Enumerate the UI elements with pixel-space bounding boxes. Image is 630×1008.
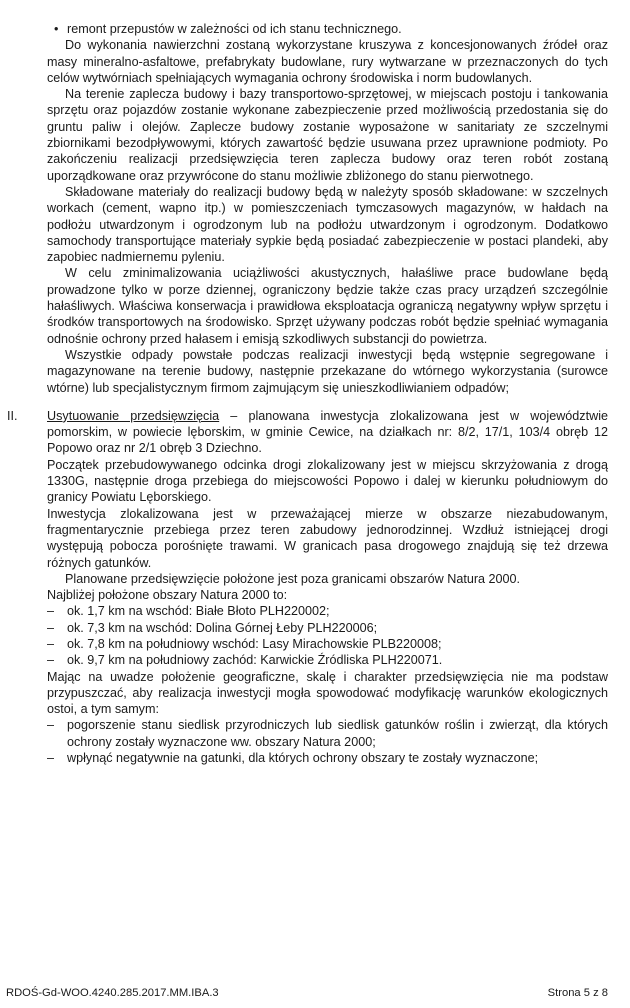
section-number: II. — [7, 408, 18, 423]
page-footer — [6, 985, 608, 1001]
paragraph-site-base: Na terenie zaplecza budowy i bazy transportowo-sprzętowej, w miejscach postoju i tankowania sprzętu oraz pojazdów zostanie wykonane zabezpieczenie przed możliwością przedostania się do gruntu paliw i olejów. Zaplecze budowy zostanie wyposażone w sanitariaty ze szczelnymi zbiornikami bezodpływowymi, których zawartość będzie usuwana przez uprawnione podmioty. Po zakończeniu realizacji przedsięwzięcia teren zaplecza budowy oraz teren robót zostaną uporządkowane oraz przywrócone do stanu możliwie zbliżonego do stanu pierwotnego. — [47, 87, 608, 183]
paragraph-noise: W celu zminimalizowania uciążliwości akustycznych, hałaśliwe prace budowlane będą prowadzone tylko w porze dziennej, ograniczony będzie także czas pracy urządzeń szczególnie hałaśliwych. Właściwa konserwacja i prawidłowa eksploatacja ograniczą negatywny wpływ sprzętu i środków transportowych na środowisko. Sprzęt używany podczas robót będzie spełniać wymagania odnośnie ochrony przed hałasem i emisją szkodliwych substancji do powietrza. — [47, 266, 608, 346]
paragraph-waste: Wszystkie odpady powstałe podczas realizacji inwestycji będą wstępnie segregowane i magazynowane na terenie budowy, następnie przekazane do wtórnego wykorzystania (surowce wtórne) lub specjalistycznym firmom zajmującym się unieszkodliwianiem odpadów; — [47, 347, 608, 395]
dash-icon: – — [47, 636, 55, 651]
dash-icon: – — [47, 718, 55, 733]
section-heading: Usytuowanie przedsięwzięcia — [47, 408, 220, 423]
paragraph-storage: Składowane materiały do realizacji budowy będą w należyty sposób składowane: w szczelnych workach (cement, wapno itp.) w pomieszczeniach tymczasowych magazynów, w hałdach na podłożu utwardzonym i ogrodzonym lub na podłożu utwardzonym i ogrodzonym. Dodatkowo samochody transportujące materiały sypkie będą posiadać zabezpieczenie w postaci plandeki, aby zapobiec nadmiernemu pyleniu. — [47, 184, 608, 265]
section-lead: Usytuowanie przedsięwzięcia – planowana inwestycja zlokalizowana jest w województwie pomorskim, w powiecie lęborskim, w gminie Cewice, na działkach nr: 8/2, 17/1, 103/4 obręb 12 Popowo oraz nr 2/1 obręb 3 Dziechno. — [47, 408, 608, 456]
paragraph-natura-outside: Planowane przedsięwzięcie położone jest poza granicami obszarów Natura 2000. — [65, 571, 521, 586]
dash-icon: – — [47, 751, 55, 766]
effects-list-item: – wpłynąć negatywnie na gatunki, dla których ochrony obszary te zostały wyznaczone; — [47, 751, 539, 766]
effects-list-item: – pogorszenie stanu siedlisk przyrodniczych lub siedlisk gatunków roślin i zwierząt, dla których ochrony zostały wyznaczone ww. obszary Natura 2000; — [47, 718, 608, 749]
page-number: Strona 5 z 8 — [547, 987, 608, 999]
natura-list-item: – ok. 7,3 km na wschód: Dolina Górnej Łeby PLH220006; — [47, 620, 378, 635]
paragraph-area: Inwestycja zlokalizowana jest w przeważającej mierze w obszarze niezabudowanym, fragmentarycznie przebiega przez teren zabudowy jednorodzinnej. Wzdłuż istniejącej drogi występują pobocza porośnięte trawami. W granicach pasa drogowego znajdują się też drzewa różnych gatunków. — [47, 506, 608, 570]
dash-icon: – — [47, 604, 55, 619]
document-reference: RDOŚ-Gd-WOO.4240.285.2017.MM.IBA.3 — [6, 987, 219, 999]
section-location — [7, 408, 608, 767]
paragraph-natura-intro: Najbliżej położone obszary Natura 2000 to: — [47, 588, 288, 603]
paragraph-materials: Do wykonania nawierzchni zostaną wykorzystane kruszywa z koncesjonowanych źródeł oraz masy mineralno-asfaltowe, prefabrykaty budowlane, rury wytwarzane w przeznaczonych do tych celów wytwórniach spełniających wymagania ochrony środowiska i norm budowlanych. — [47, 38, 608, 85]
paragraph-road-start: Początek przebudowywanego odcinka drogi zlokalizowany jest w miejscu skrzyżowania z drogą 1330G, następnie droga przebiega do miejscowości Popowo i dalej w kierunku południowym do granicy Powiatu Lęborskiego. — [47, 457, 608, 505]
paragraph-conclusion: Mając na uwadze położenie geograficzne, skalę i charakter przedsięwzięcia nie ma podstaw przypuszczać, aby realizacja inwestycji mogła spowodować modyfikację warunków ekologicznych ostoi, a tym samym: — [47, 669, 608, 717]
dash-icon: – — [47, 620, 55, 635]
dash-icon: – — [47, 653, 55, 668]
bullet-dot-icon: • — [54, 22, 59, 36]
page-body — [7, 21, 608, 766]
bullet-item: • remont przepustów w zależności od ich stanu technicznego. — [54, 22, 402, 36]
natura-list-item: – ok. 9,7 km na południowy zachód: Karwickie Źródliska PLH220071. — [47, 653, 443, 668]
natura-list-item: – ok. 1,7 km na wschód: Białe Błoto PLH220002; — [47, 604, 330, 619]
natura-list-item: – ok. 7,8 km na południowy wschód: Lasy Mirachowskie PLB220008; — [47, 636, 442, 651]
